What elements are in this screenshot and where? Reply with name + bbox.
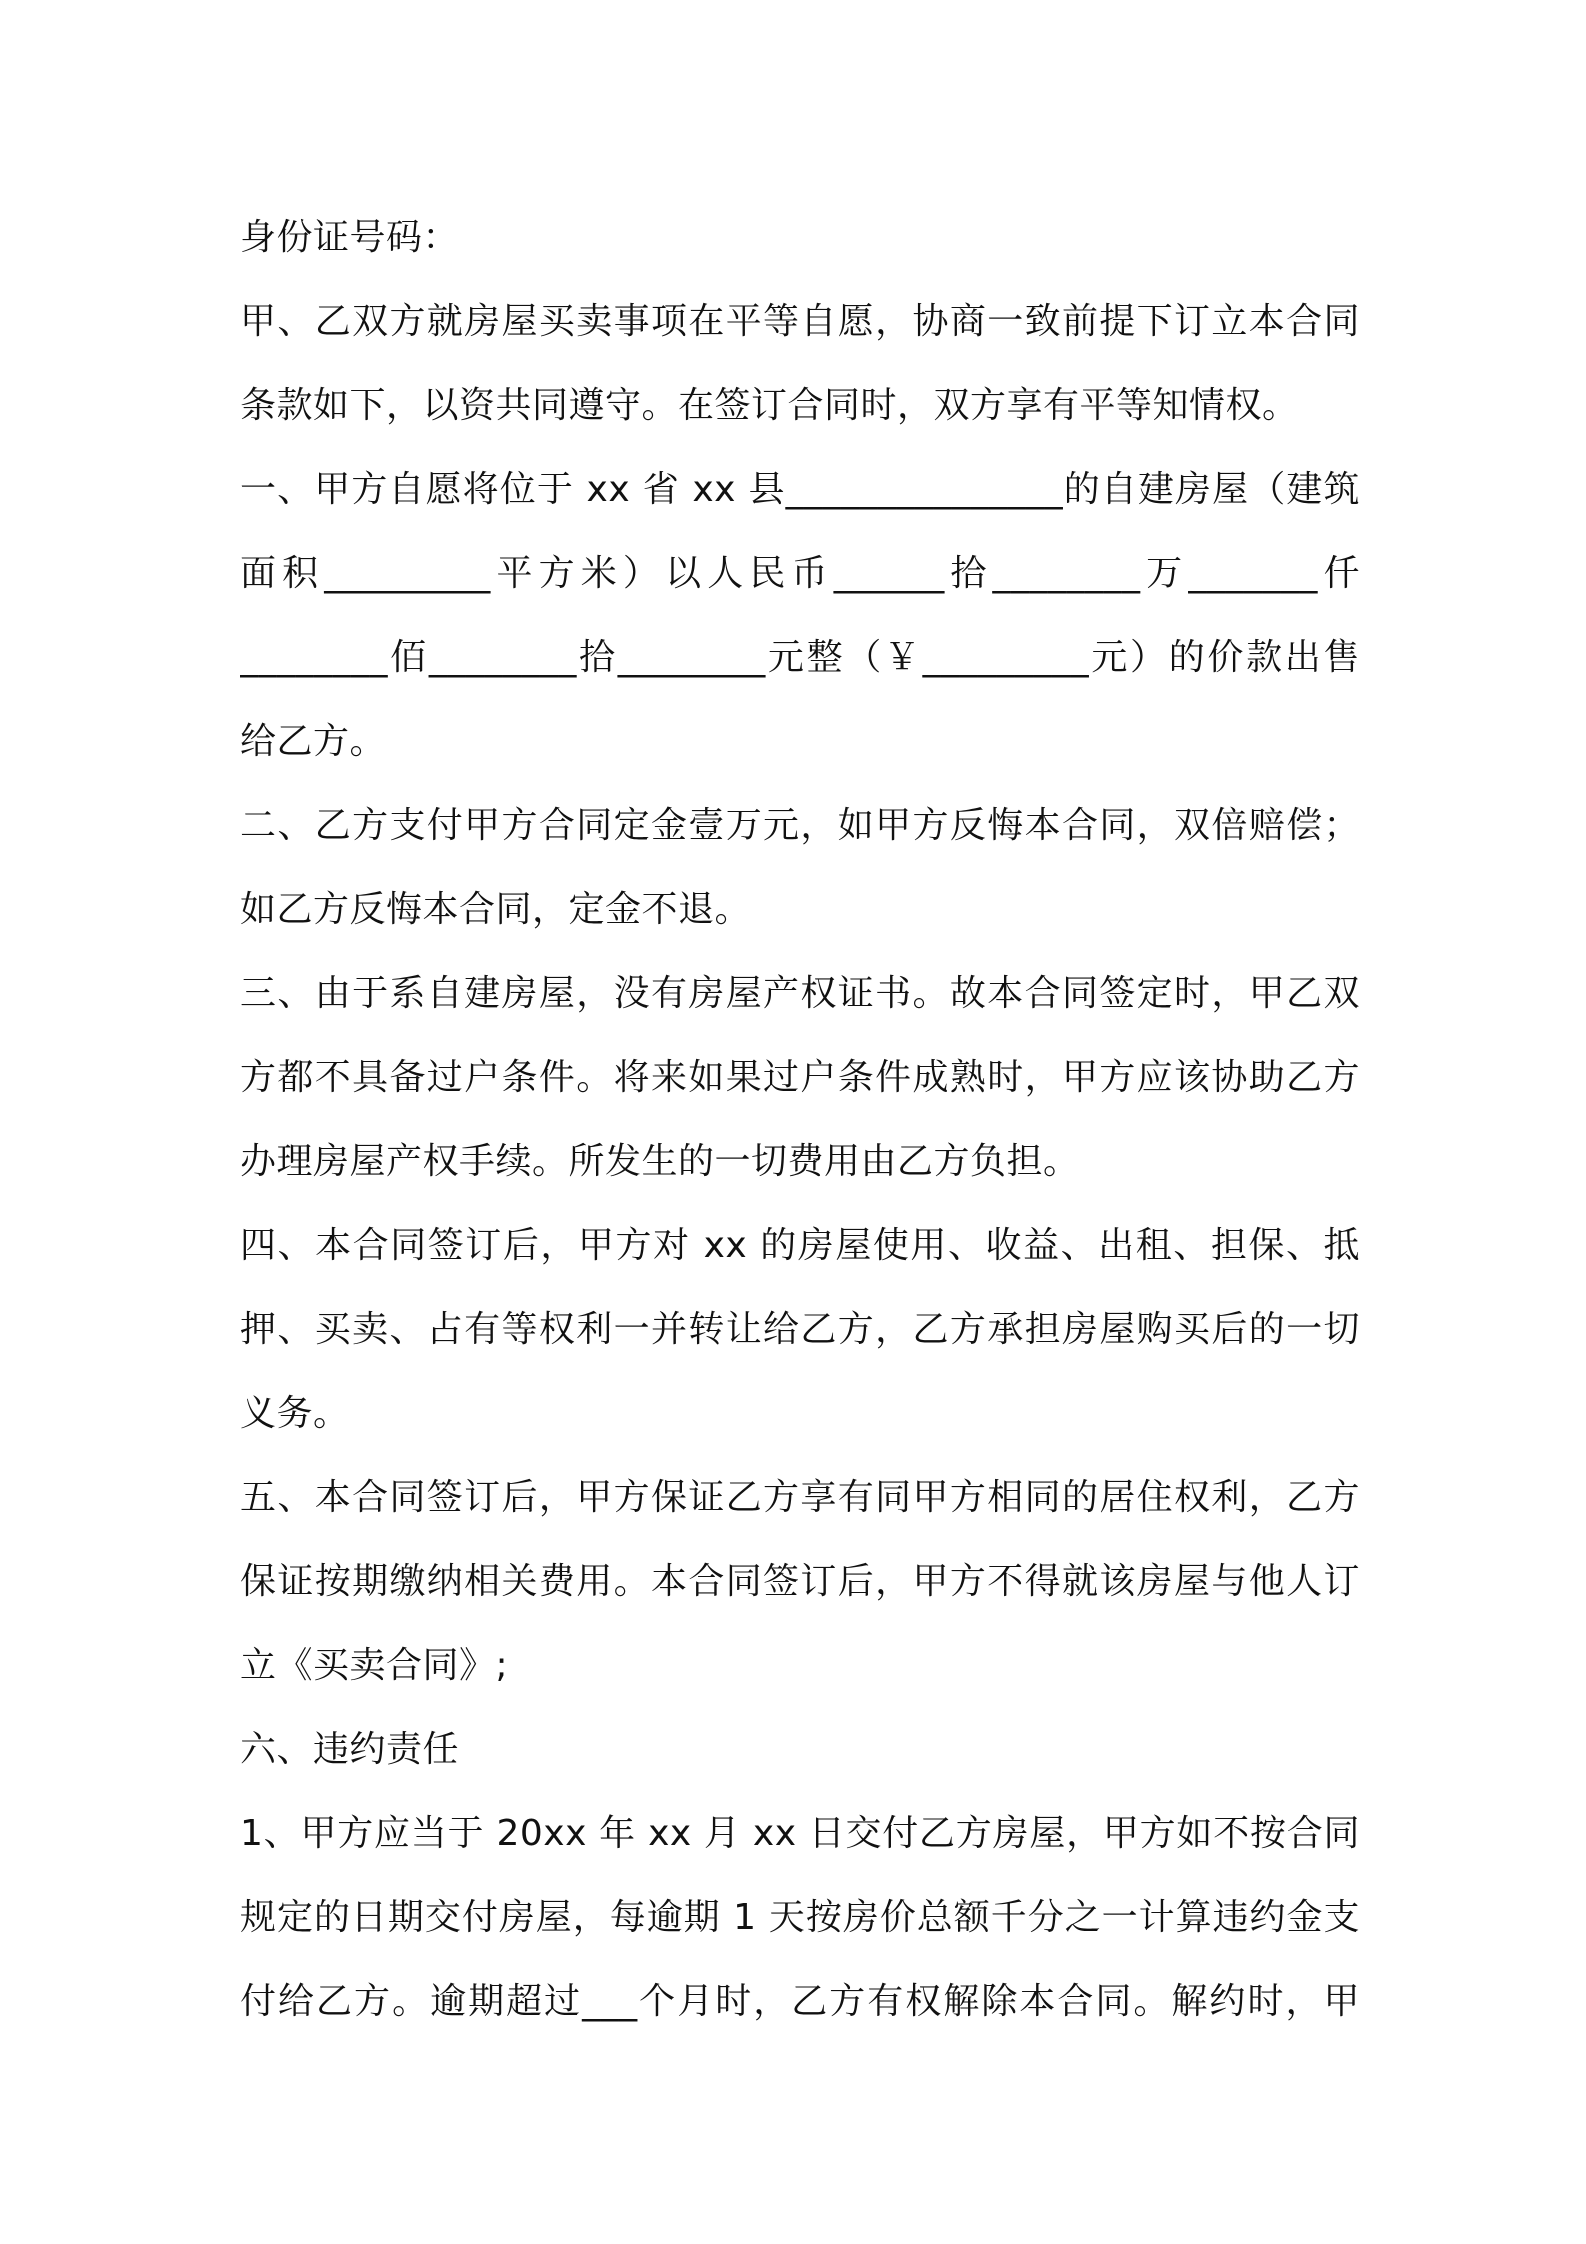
text-line: 甲、乙双方就房屋买卖事项在平等自愿，协商一致前提下订立本合同 [240, 301, 1360, 342]
text-line: 面积_________平方米）以人民币______拾________万_______仟 [240, 553, 1360, 594]
text-line-clause-3: 三、由于系自建房屋，没有房屋产权证书。故本合同签定时，甲乙双 [240, 973, 1360, 1014]
text-line: ________佰________拾________元整（￥_________元）的价款出售 [240, 637, 1360, 678]
text-line-clause-1: 一、甲方自愿将位于 xx 省 xx 县_______________的自建房屋（建筑 [240, 469, 1360, 510]
text-line-item-1: 1、甲方应当于 20xx 年 xx 月 xx 日交付乙方房屋，甲方如不按合同 [240, 1813, 1360, 1854]
text-line: 立《买卖合同》; [240, 1645, 509, 1686]
text-line: 条款如下，以资共同遵守。在签订合同时，双方享有平等知情权。 [240, 385, 1299, 426]
text-line-id-number: 身份证号码： [240, 217, 460, 258]
text-line: 办理房屋产权手续。所发生的一切费用由乙方负担。 [240, 1141, 1080, 1182]
text-line-clause-4: 四、本合同签订后，甲方对 xx 的房屋使用、收益、出租、担保、抵 [240, 1225, 1360, 1266]
text-line: 方都不具备过户条件。将来如果过户条件成熟时，甲方应该协助乙方 [240, 1057, 1360, 1098]
text-line: 付给乙方。逾期超过___个月时，乙方有权解除本合同。解约时，甲 [240, 1981, 1360, 2022]
section-heading-breach: 六、违约责任 [240, 1729, 460, 1770]
text-line-clause-2: 二、乙方支付甲方合同定金壹万元，如甲方反悔本合同，双倍赔偿； [240, 805, 1360, 846]
text-line: 如乙方反悔本合同，定金不退。 [240, 889, 752, 930]
text-line: 给乙方。 [240, 721, 387, 762]
text-line: 保证按期缴纳相关费用。本合同签订后，甲方不得就该房屋与他人订 [240, 1561, 1360, 1602]
text-line: 押、买卖、占有等权利一并转让给乙方，乙方承担房屋购买后的一切 [240, 1309, 1360, 1350]
text-line-clause-5: 五、本合同签订后，甲方保证乙方享有同甲方相同的居住权利，乙方 [240, 1477, 1360, 1518]
text-line: 规定的日期交付房屋，每逾期 1 天按房价总额千分之一计算违约金支 [240, 1897, 1360, 1938]
contract-body [240, 196, 1360, 2044]
text-line: 义务。 [240, 1393, 350, 1434]
